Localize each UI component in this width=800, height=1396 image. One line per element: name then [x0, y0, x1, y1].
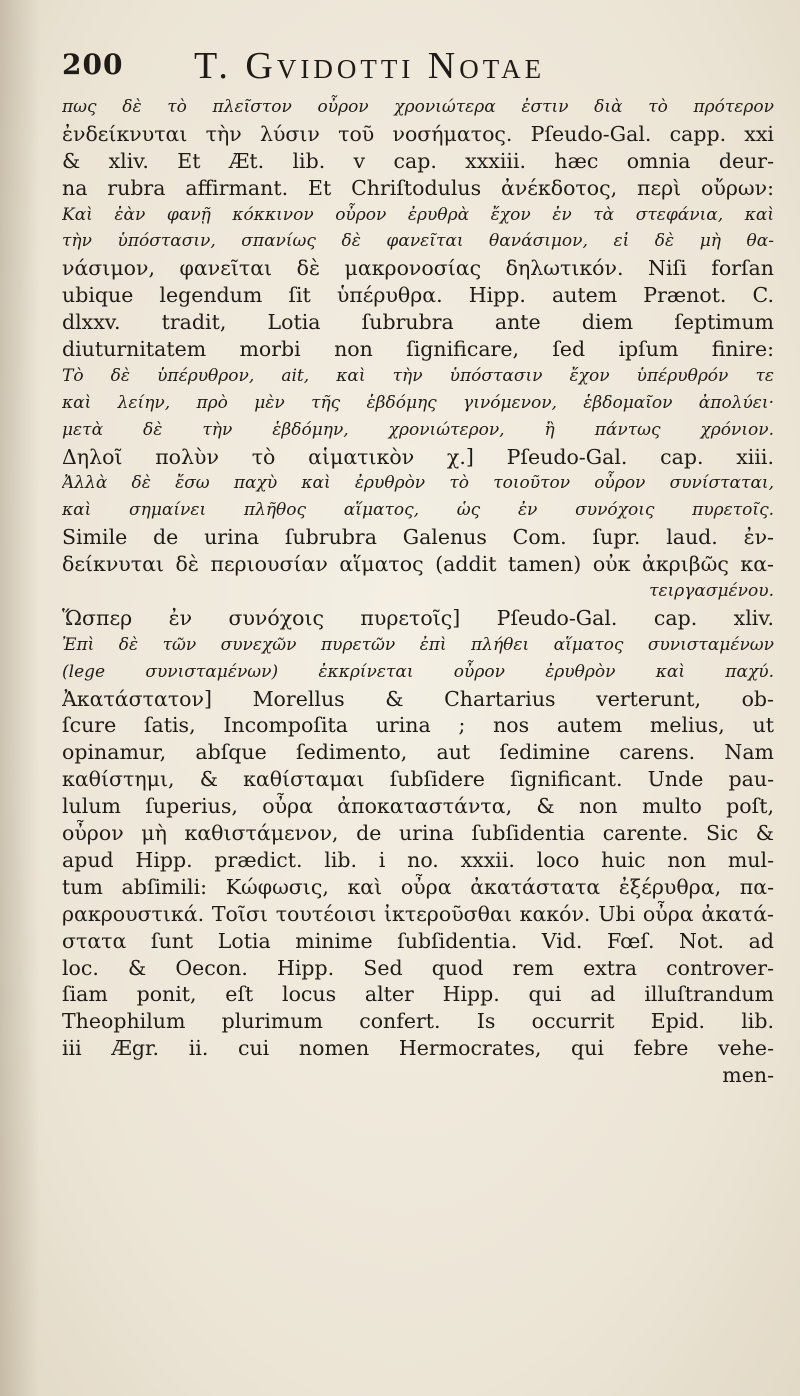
text-line: na rubra affirmant. Et Chriſtodulus ἀνέκδοτος, περὶ οὔρων:: [62, 175, 774, 200]
text-line: Ἀλλὰ δὲ ἔσω παχὺ καὶ ἐρυθρὸν τὸ τοιοῦτον οὖρον συνίσταται,: [62, 473, 774, 494]
text-line: diuturnitatem morbi non ſignificare, ſed ipſum finire:: [62, 337, 774, 362]
text-line: Theophilum plurimum confert. Is occurrit Epid. lib.: [62, 1009, 774, 1034]
text-line: ἐνδείκνυται τὴν λύσιν τοῦ νοσήματος. Pſeudo-Gal. capp. xxi: [62, 121, 774, 146]
page-header: [62, 45, 762, 96]
text-line: καὶ σημαίνει πλῆθος αἵματος, ὡς ἐν συνόχοις πυρετοῖς.: [62, 500, 774, 521]
text-line: loc. & Oecon. Hipp. Sed quod rem extra controver-: [62, 955, 774, 980]
text-line: apud Hipp. prædict. lib. i no. xxxii. loco huic non mul-: [62, 847, 774, 872]
text-line: πως δὲ τὸ πλεῖστον οὖρον χρονιώτερα ἐστιν διὰ τὸ πρότερον: [62, 97, 774, 117]
text-line: τὴν ὑπόστασιν, σπανίως δὲ φανεῖται θανάσιμον, εἰ δὲ μὴ θα-: [62, 231, 774, 252]
text-line: καὶ λείην, πρὸ μὲν τῆς ἑβδόμης γινόμενον, ἑβδομαῖον ἀπολύει·: [62, 392, 774, 413]
text-line: tum abſimili: Κώφωσις, καὶ οὖρα ἀκατάστατα ἐξέρυθρα, πα-: [62, 874, 774, 899]
text-line: Ὥσπερ ἐν συνόχοις πυρετοῖς] Pſeudo-Gal. cap. xliv.: [62, 605, 774, 630]
text-line: & xliv. Et Æt. lib. v cap. xxxiii. hæc omnia deur-: [62, 148, 774, 173]
page-number: 200: [62, 48, 124, 81]
text-line: δείκνυται δὲ περιουσίαν αἵματος (addit tamen) οὐκ ἀκριβῶς κα-: [62, 552, 774, 577]
text-line: men-: [722, 1063, 774, 1088]
text-line: Ἀκατάστατον] Morellus & Chartarius verterunt, ob-: [62, 686, 774, 711]
text-line: νάσιμον, φανεῖται δὲ μακρονοσίας δηλωτικόν. Niſi forſan: [62, 256, 774, 281]
text-line: Simile de urina ſubrubra Galenus Com. ſupr. laud. ἐν-: [62, 525, 774, 550]
text-line: τειργασμένου.: [649, 581, 774, 602]
text-line: ſcure ſatis, Incompoſita urina ; nos autem melius, ut: [62, 713, 774, 738]
text-line: στατα ſunt Lotia minime ſubſidentia. Vid. Fœſ. Not. ad: [62, 928, 774, 953]
text-line: Τὸ δὲ ὑπέρυθρον, ait, καὶ τὴν ὑπόστασιν ἔχον ὑπέρυθρόν τε: [62, 365, 774, 386]
text-line: Καὶ ἐὰν φανῇ κόκκινον οὖρον ἐρυθρὰ ἔχον ἐν τὰ στεφάνια, καὶ: [62, 204, 774, 225]
text-line: Δηλοῖ πολὺν τὸ αἱματικὸν χ.] Pſeudo-Gal. cap. xiii.: [62, 444, 774, 469]
text-line: ubique legendum ſit ὑπέρυθρα. Hipp. autem Prænot. C.: [62, 283, 774, 308]
text-line: opinamur, abſque ſedimento, aut ſedimine carens. Nam: [62, 740, 774, 765]
text-line: ſiam ponit, eſt locus alter Hipp. qui ad illuſtrandum: [62, 982, 774, 1007]
gutter-shadow: [0, 0, 40, 1396]
body-text: [62, 94, 774, 1089]
text-line: (lege συνισταμένων) ἐκκρίνεται οὖρον ἐρυθρὸν καὶ παχύ.: [62, 661, 774, 682]
text-line: lulum ſuperius, οὖρα ἀποκαταστάντα, & non multo poſt,: [62, 794, 774, 819]
text-line: Ἐπὶ δὲ τῶν συνεχῶν πυρετῶν ἐπὶ πλήθει αἵματος συνισταμένων: [62, 634, 774, 655]
text-line: μετὰ δὲ τὴν ἑβδόμην, χρονιώτερον, ἢ πάντως χρόνιον.: [62, 419, 774, 440]
text-line: καθίστημι, & καθίσταμαι ſubſidere ſignificant. Unde pau-: [62, 767, 774, 792]
text-line: οὖρον μὴ καθιστάμενον, de urina ſubſidentia carente. Sic &: [62, 821, 774, 846]
text-line: ρακρουστικά. Τοῖσι τουτέοισι ἰκτεροῦσθαι κακόν. Ubi οὖρα ἀκατά-: [62, 901, 774, 926]
running-head: T. Gvidotti Notae: [194, 45, 546, 87]
text-line: iii Ægr. ii. cui nomen Hermocrates, qui febre vehe-: [62, 1036, 774, 1061]
text-line: dlxxv. tradit, Lotia ſubrubra ante diem ſeptimum: [62, 310, 774, 335]
